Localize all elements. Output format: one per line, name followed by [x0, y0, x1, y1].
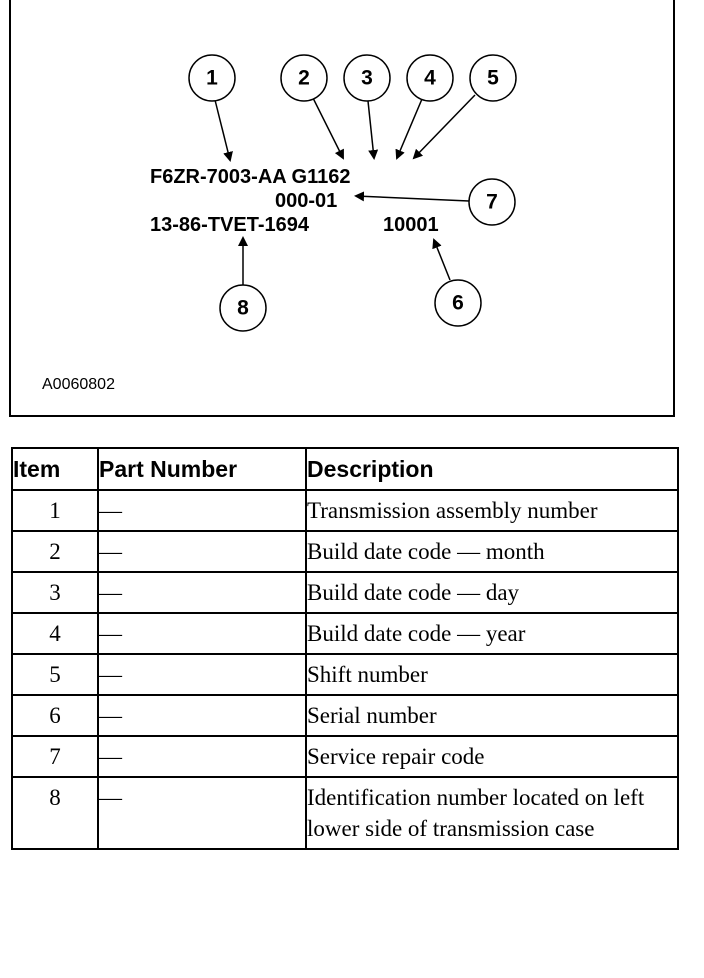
leader-line-7 [356, 196, 469, 201]
row-item: 3 [12, 572, 98, 613]
table-row [12, 531, 678, 572]
row-item: 2 [12, 531, 98, 572]
table-row [12, 490, 678, 531]
tag-code-line-1: F6ZR-7003-AA G1162 [150, 166, 351, 188]
callout-5-number: 5 [487, 66, 499, 90]
leader-line-5 [414, 95, 475, 158]
leader-line-4 [397, 99, 422, 158]
callout-2-number: 2 [298, 66, 310, 90]
leader-line-6 [434, 240, 450, 280]
row-item: 7 [12, 736, 98, 777]
row-item: 8 [12, 777, 98, 849]
row-description: Build date code — year [306, 613, 678, 654]
callout-3-number: 3 [361, 66, 373, 90]
row-item: 5 [12, 654, 98, 695]
table-row [12, 572, 678, 613]
row-item: 4 [12, 613, 98, 654]
row-item: 1 [12, 490, 98, 531]
callout-6 [435, 280, 481, 326]
callout-4-number: 4 [424, 66, 436, 90]
callout-1 [189, 55, 235, 101]
row-part-number: — [98, 695, 306, 736]
row-description: Build date code — day [306, 572, 678, 613]
legend-table [11, 447, 679, 850]
row-part-number: — [98, 572, 306, 613]
tag-code-line-3-right: 10001 [383, 214, 439, 236]
callout-2 [281, 55, 327, 101]
row-item: 6 [12, 695, 98, 736]
figure-id: A0060802 [42, 376, 115, 393]
table-row [12, 654, 678, 695]
row-part-number: — [98, 613, 306, 654]
row-description: Identification number located on left lower side of transmission case [306, 777, 678, 849]
identification-tag-diagram [0, 0, 704, 430]
callout-1-number: 1 [206, 66, 218, 90]
row-description: Build date code — month [306, 531, 678, 572]
header-description: Description [306, 448, 678, 490]
table-row [12, 613, 678, 654]
tag-code-line-2: 000-01 [275, 190, 338, 212]
header-part-number: Part Number [98, 448, 306, 490]
callout-8 [220, 285, 266, 331]
table-row [12, 736, 678, 777]
row-part-number: — [98, 490, 306, 531]
legend-header-row [12, 448, 678, 490]
header-item: Item [12, 448, 98, 490]
leader-line-3 [368, 101, 374, 158]
callout-7-number: 7 [486, 190, 498, 214]
row-part-number: — [98, 777, 306, 849]
leader-line-2 [313, 98, 343, 158]
callout-7 [469, 179, 515, 225]
table-row [12, 777, 678, 849]
row-description: Transmission assembly number [306, 490, 678, 531]
leader-line-1 [215, 100, 230, 160]
row-description: Service repair code [306, 736, 678, 777]
callout-5 [470, 55, 516, 101]
callout-6-number: 6 [452, 291, 464, 315]
callout-4 [407, 55, 453, 101]
row-part-number: — [98, 654, 306, 695]
row-part-number: — [98, 531, 306, 572]
callout-3 [344, 55, 390, 101]
callout-8-number: 8 [237, 296, 249, 320]
tag-code-line-3-left: 13-86-TVET-1694 [150, 214, 309, 236]
row-description: Serial number [306, 695, 678, 736]
row-part-number: — [98, 736, 306, 777]
row-description: Shift number [306, 654, 678, 695]
table-row [12, 695, 678, 736]
